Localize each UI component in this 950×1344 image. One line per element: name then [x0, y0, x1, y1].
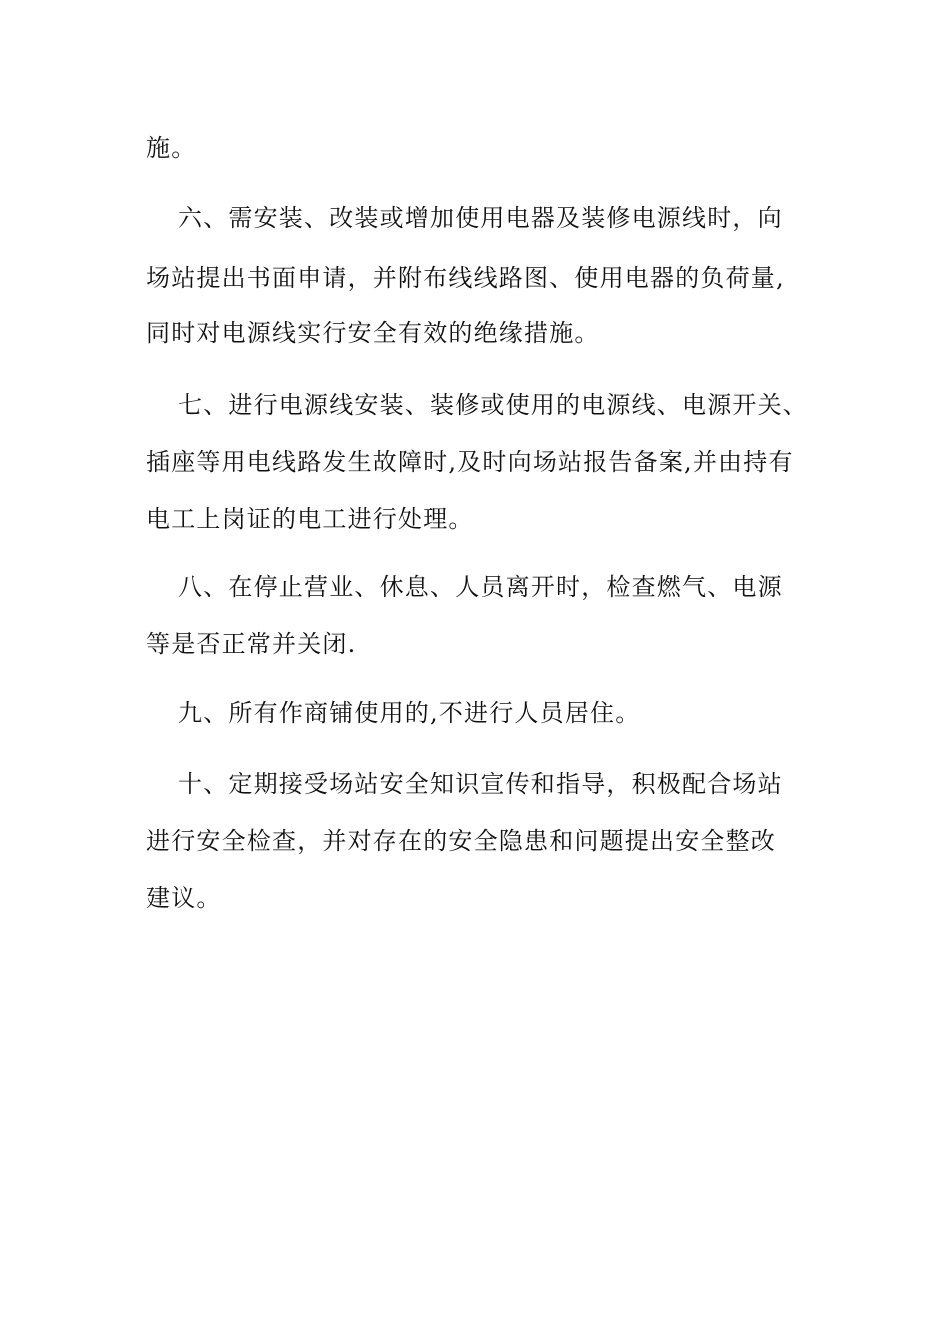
paragraph-7-line-3: 电工上岗证的电工进行处理。: [146, 505, 474, 533]
paragraph-6-line-2: 场站提出书面申请，并附布线线路图、使用电器的负荷量,: [146, 264, 785, 292]
paragraph-7-line-1: 七、进行电源线安装、装修或使用的电源线、电源开关、: [178, 391, 808, 419]
paragraph-10-line-1: 十、定期接受场站安全知识宣传和指导，积极配合场站: [178, 770, 783, 798]
paragraph-7-line-2: 插座等用电线路发生故障时,及时向场站报告备案,并由持有: [146, 448, 794, 476]
paragraph-10-line-3: 建议。: [146, 884, 222, 912]
paragraph-5-end-line: 施。: [146, 134, 197, 162]
paragraph-6-line-1: 六、需安装、改装或增加使用电器及装修电源线时，向: [178, 204, 783, 232]
paragraph-6-line-3: 同时对电源线实行安全有效的绝缘措施。: [146, 319, 600, 347]
paragraph-8-line-2: 等是否正常并关闭.: [146, 630, 357, 658]
paragraph-9-line-1: 九、所有作商铺使用的,不进行人员居住。: [178, 699, 641, 727]
paragraph-8-line-1: 八、在停止营业、休息、人员离开时，检查燃气、电源: [178, 573, 783, 601]
paragraph-10-line-2: 进行安全检查，并对存在的安全隐患和问题提出安全整改: [146, 827, 776, 855]
